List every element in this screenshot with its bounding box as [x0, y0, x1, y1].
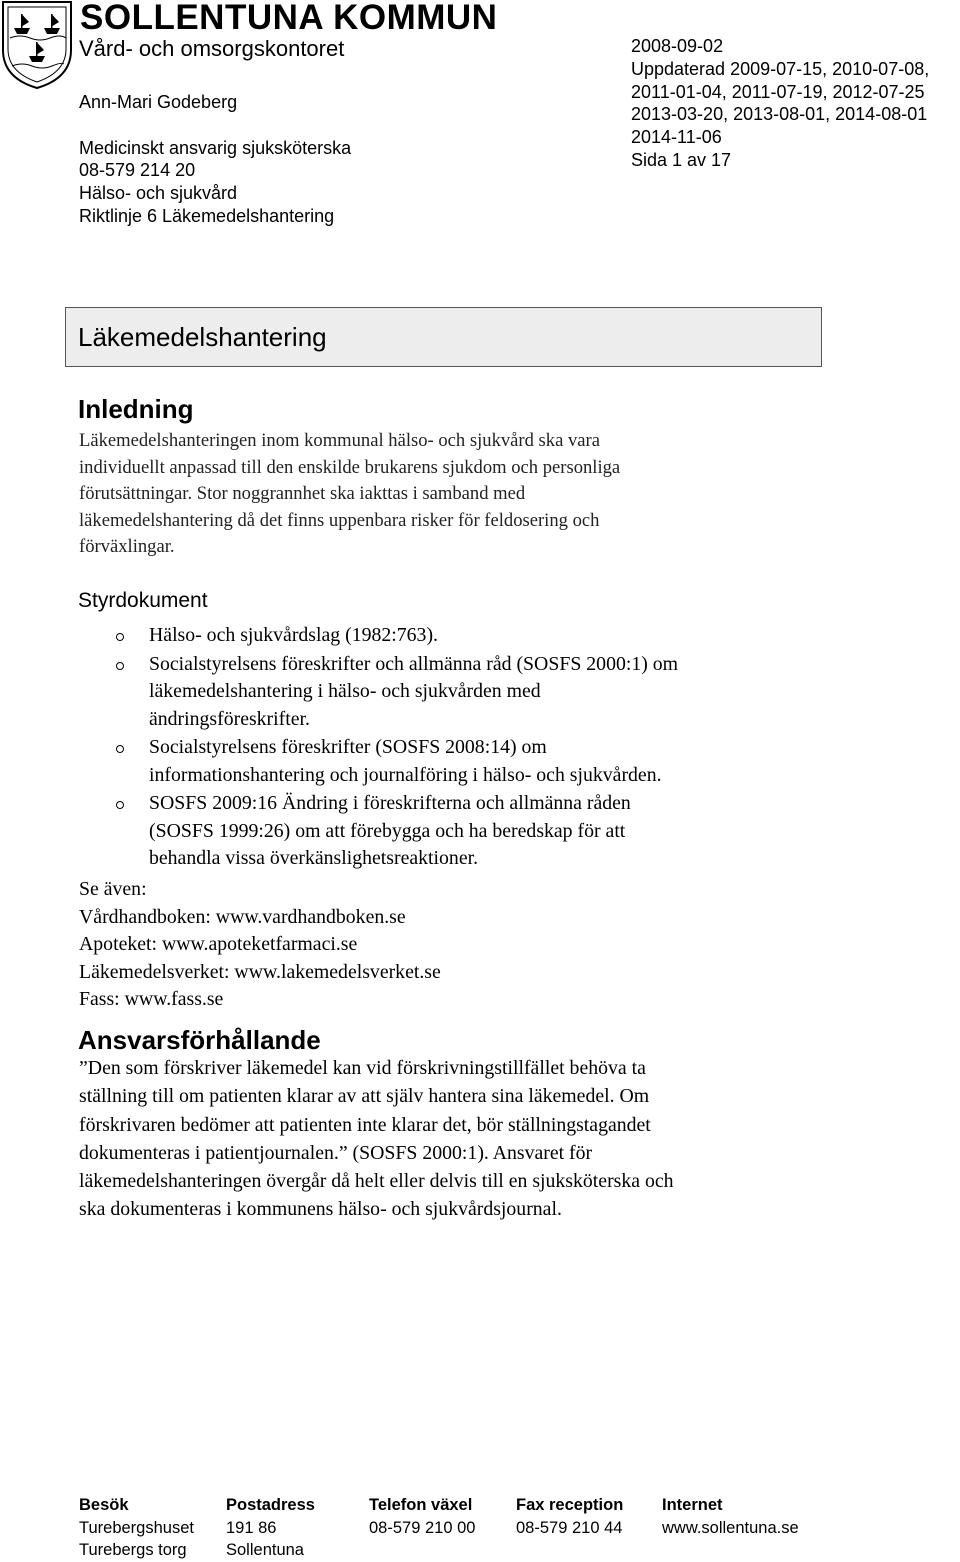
governing-document-list	[0, 622, 960, 873]
paragraph-line: ”Den som förskriver läkemedel kan vid förskrivningstillfället behöva ta	[79, 1057, 646, 1079]
updated-line: 2011-01-04, 2011-07-19, 2012-07-25	[631, 81, 925, 102]
organization-name: SOLLENTUNA KOMMUN	[80, 0, 498, 37]
footer-value: 191 86	[226, 1518, 277, 1537]
footer-value: Sollentuna	[226, 1541, 304, 1559]
see-also-label: Se även:	[79, 878, 147, 900]
bullet-icon	[116, 745, 124, 753]
document-title-box	[65, 307, 822, 367]
paragraph-line: läkemedelshantering då det finns uppenbara risker för feldosering och	[79, 509, 600, 531]
footer-switchboard	[369, 1494, 475, 1539]
area-label: Hälso- och sjukvård	[79, 183, 238, 204]
footer-internet	[662, 1494, 799, 1539]
document-date: 2008-09-02	[631, 36, 724, 56]
footer-visit	[79, 1494, 194, 1562]
footer-postal	[226, 1494, 315, 1562]
reference-link[interactable]: Läkemedelsverket: www.lakemedelsverket.se	[79, 960, 441, 983]
footer-link[interactable]: www.sollentuna.se	[662, 1518, 799, 1537]
list-item-line: Hälso- och sjukvårdslag (1982:763).	[149, 624, 438, 646]
paragraph-line: Läkemedelshanteringen inom kommunal hälso- och sjukvård ska vara	[79, 430, 600, 451]
document-title: Läkemedelshantering	[78, 322, 327, 352]
footer-fax	[516, 1494, 623, 1539]
list-item-line: Socialstyrelsens föreskrifter (SOSFS 2008:14) om	[149, 736, 547, 758]
section-heading-governing: Styrdokument	[78, 589, 208, 612]
list-item-line: Socialstyrelsens föreskrifter och allmänna råd (SOSFS 2000:1) om	[149, 652, 679, 675]
paragraph-line: ska dokumenteras i kommunens hälso- och sjukvårdsjournal.	[79, 1198, 562, 1221]
list-item	[0, 622, 960, 650]
updated-line: 2013-03-20, 2013-08-01, 2014-08-01	[631, 104, 928, 125]
reference-link[interactable]: Fass: www.fass.se	[79, 988, 224, 1010]
footer-heading: Internet	[662, 1496, 723, 1514]
section-heading-intro: Inledning	[78, 394, 194, 424]
section-heading-responsibility: Ansvarsförhållande	[78, 1025, 321, 1055]
author-phone: 08-579 214 20	[79, 160, 196, 181]
footer-heading: Telefon växel	[369, 1496, 473, 1514]
responsibility-paragraph	[79, 1054, 674, 1224]
see-also-section	[79, 876, 441, 1014]
reference-link[interactable]: Vårdhandboken: www.vardhandboken.se	[79, 905, 406, 928]
list-item	[0, 790, 960, 873]
footer-value: 08-579 210 44	[516, 1518, 623, 1537]
author-role: Medicinskt ansvarig sjuksköterska	[79, 137, 352, 158]
paragraph-line: individuellt anpassad till den enskilde brukarens sjukdom och personliga	[79, 456, 621, 478]
paragraph-line: dokumenteras i patientjournalen.” (SOSFS 2000:1). Ansvaret för	[79, 1141, 593, 1164]
updated-line: Uppdaterad 2009-07-15, 2010-07-08,	[631, 58, 930, 79]
footer-value: Turebergshuset	[79, 1518, 194, 1537]
paragraph-line: ställning till om patienten klarar av att själv hantera sina läkemedel. Om	[79, 1085, 650, 1108]
footer-heading: Fax reception	[516, 1496, 624, 1514]
document-meta	[631, 35, 929, 172]
list-item-line: (SOSFS 1999:26) om att förebygga och ha beredskap för att	[149, 819, 626, 842]
list-item-line: informationshantering och journalföring i hälso- och sjukvården.	[149, 763, 662, 786]
list-item-line: SOSFS 2009:16 Ändring i föreskrifterna och allmänna råden	[149, 792, 631, 814]
list-item-line: läkemedelshantering i hälso- och sjukvården med	[149, 680, 541, 702]
footer-value: 08-579 210 00	[369, 1518, 476, 1537]
bullet-icon	[116, 662, 124, 670]
page-number: Sida 1 av 17	[631, 149, 732, 170]
reference-link[interactable]: Apoteket: www.apoteketfarmaci.se	[79, 933, 358, 955]
author-name: Ann-Mari Godeberg	[79, 92, 238, 112]
updated-line: 2014-11-06	[631, 127, 722, 148]
footer-value: Turebergs torg	[79, 1541, 187, 1559]
intro-paragraph	[79, 428, 799, 561]
list-item	[0, 734, 960, 789]
paragraph-line: läkemedelshanteringen övergår då helt eller delvis till en sjuksköterska och	[79, 1170, 674, 1193]
footer-heading: Besök	[79, 1496, 129, 1514]
list-item	[0, 651, 960, 734]
bullet-icon	[116, 633, 124, 641]
bullet-icon	[116, 801, 124, 809]
paragraph-line: förskrivaren bedömer att patienten inte klarar det, bör ställningstagandet	[79, 1113, 651, 1136]
department-name: Vård- och omsorgskontoret	[79, 36, 345, 61]
list-item-line: ändringsföreskrifter.	[149, 707, 310, 730]
author-info	[79, 91, 351, 228]
paragraph-line: förutsättningar. Stor noggrannhet ska iakttas i samband med	[79, 483, 526, 504]
guideline-label: Riktlinje 6 Läkemedelshantering	[79, 205, 335, 226]
municipality-crest-logo	[0, 0, 74, 90]
paragraph-line: förväxlingar.	[79, 536, 175, 557]
footer-heading: Postadress	[226, 1496, 315, 1514]
list-item-line: behandla vissa överkänslighetsreaktioner.	[149, 847, 479, 869]
